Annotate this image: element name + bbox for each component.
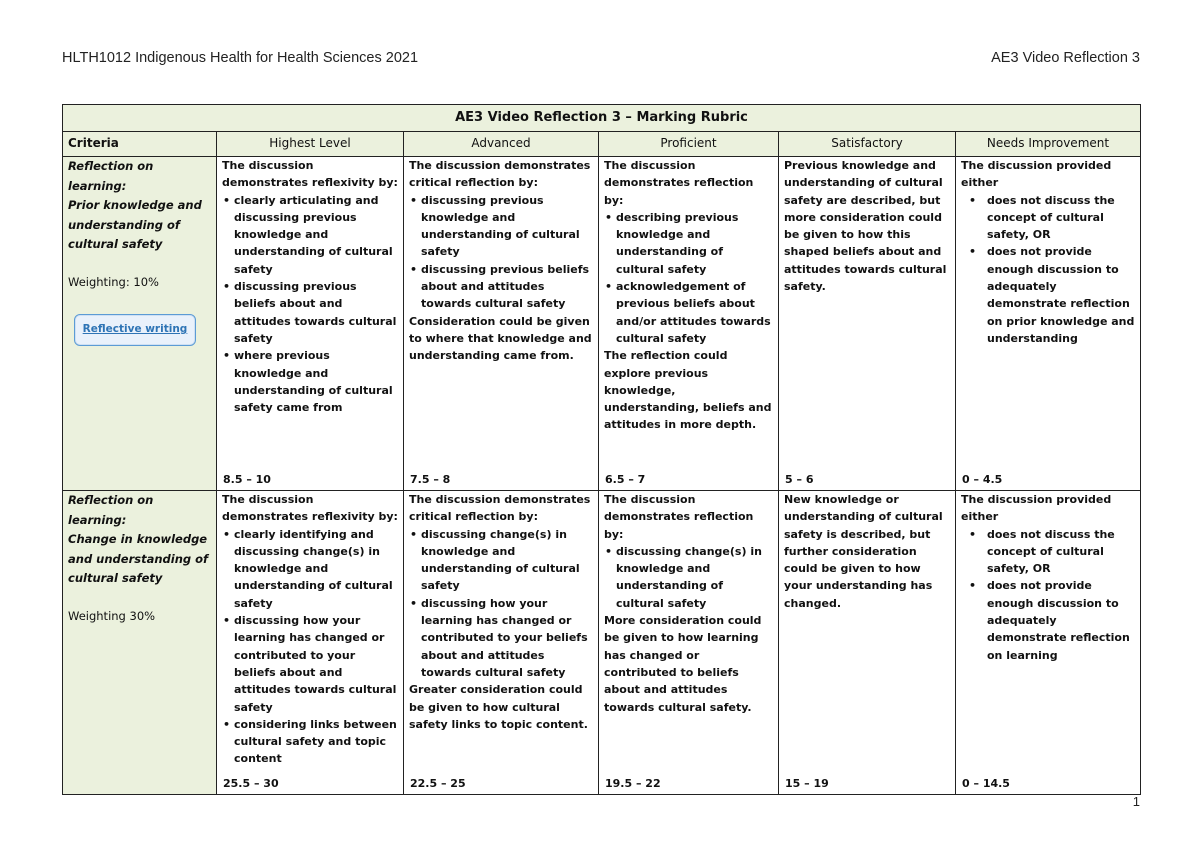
cell-bullet-list [222, 192, 398, 417]
score-range: 8.5 – 10 [223, 472, 271, 486]
column-header-needs-improvement: Needs Improvement [956, 132, 1141, 157]
cell-note: More consideration could be given to how learning has changed or contributed to beliefs about and attitudes towards cultural safety. [604, 614, 762, 714]
score-range: 6.5 – 7 [605, 472, 646, 486]
rubric-row-change-in-knowledge [63, 491, 1141, 795]
cell-bullet: • considering links between cultural safety and topic content [222, 716, 398, 768]
proficient-cell [599, 491, 779, 795]
score-range: 15 – 19 [785, 776, 829, 790]
cell-bullet: • discussing previous beliefs about and attitudes towards cultural safety [409, 261, 593, 313]
rubric-row-prior-knowledge [63, 157, 1141, 491]
cell-intro: The discussion demonstrates critical reflection by: [409, 493, 591, 524]
score-range: 0 – 14.5 [962, 776, 1010, 790]
needs-improvement-cell [956, 491, 1141, 795]
highest-level-cell [217, 157, 404, 491]
criteria-line2: Prior knowledge and understanding of cultural safety [68, 198, 202, 251]
cell-text: Previous knowledge and understanding of cultural safety are described, but more consideration could be given to how this shaped beliefs about and attitudes towards cultural safety. [784, 159, 947, 294]
cell-bullet: • discussing how your learning has changed or contributed to your beliefs about and attitudes towards cultural safety [409, 595, 593, 681]
cell-bullet: • clearly identifying and discussing change(s) in knowledge and understanding of cultural safety [222, 526, 398, 612]
cell-bullet-list [961, 526, 1135, 664]
column-header-criteria: Criteria [63, 132, 217, 157]
column-header-satisfactory: Satisfactory [779, 132, 956, 157]
criteria-weighting: Weighting: 10% [68, 274, 159, 289]
proficient-cell [599, 157, 779, 491]
cell-bullet: • where previous knowledge and understanding of cultural safety came from [222, 347, 398, 416]
score-range: 5 – 6 [785, 472, 814, 486]
rubric-title: AE3 Video Reflection 3 – Marking Rubric [63, 105, 1141, 132]
cell-bullet: • discussing previous knowledge and understanding of cultural safety [409, 192, 593, 261]
score-range: 22.5 – 25 [410, 776, 466, 790]
cell-intro: The discussion demonstrates critical reflection by: [409, 159, 591, 190]
cell-intro: The discussion demonstrates reflection by: [604, 493, 754, 541]
criteria-line1: Reflection on learning: [68, 159, 154, 193]
cell-bullet-list [604, 209, 773, 347]
cell-bullet: • does not discuss the concept of cultural safety, OR [961, 526, 1135, 578]
cell-bullet: • does not discuss the concept of cultural safety, OR [961, 192, 1135, 244]
cell-bullet: • discussing previous beliefs about and attitudes towards cultural safety [222, 278, 398, 347]
cell-intro: The discussion provided either [961, 159, 1112, 190]
header-assessment-title: AE3 Video Reflection 3 [991, 50, 1140, 66]
cell-text: New knowledge or understanding of cultural safety is described, but further consideration could be given to how your understanding has changed. [784, 493, 943, 610]
page-number: 1 [1132, 794, 1140, 809]
page-header [62, 50, 1140, 72]
header-course-title: HLTH1012 Indigenous Health for Health Sciences 2021 [62, 50, 419, 66]
marking-rubric-table [62, 104, 1141, 795]
advanced-cell [404, 491, 599, 795]
cell-intro: The discussion provided either [961, 493, 1112, 524]
highest-level-cell [217, 491, 404, 795]
score-range: 25.5 – 30 [223, 776, 279, 790]
cell-bullet: • discussing how your learning has changed or contributed to your beliefs about and attitudes towards cultural safety [222, 612, 398, 716]
column-header-proficient: Proficient [599, 132, 779, 157]
satisfactory-cell [779, 491, 956, 795]
advanced-cell [404, 157, 599, 491]
cell-bullet-list [409, 526, 593, 682]
score-range: 0 – 4.5 [962, 472, 1003, 486]
cell-intro: The discussion demonstrates reflexivity by: [222, 159, 398, 190]
score-range: 19.5 – 22 [605, 776, 661, 790]
criteria-cell [63, 157, 217, 491]
criteria-line2: Change in knowledge and understanding of cultural safety [68, 532, 209, 585]
cell-bullet: • describing previous knowledge and understanding of cultural safety [604, 209, 773, 278]
criteria-cell [63, 491, 217, 795]
cell-bullet-list [409, 192, 593, 313]
cell-intro: The discussion demonstrates reflexivity by: [222, 493, 398, 524]
cell-bullet: • clearly articulating and discussing previous knowledge and understanding of cultural safety [222, 192, 398, 278]
column-header-highest-level: Highest Level [217, 132, 404, 157]
cell-bullet-list [222, 526, 398, 768]
satisfactory-cell [779, 157, 956, 491]
cell-note: Greater consideration could be given to how cultural safety links to topic content. [409, 683, 588, 731]
reflective-writing-link-button[interactable]: Reflective writing [74, 314, 196, 346]
cell-bullet-list [961, 192, 1135, 348]
criteria-weighting: Weighting 30% [68, 608, 156, 623]
cell-bullet: • discussing change(s) in knowledge and understanding of cultural safety [409, 526, 593, 595]
cell-bullet: • acknowledgement of previous beliefs about and/or attitudes towards cultural safety [604, 278, 773, 347]
score-range: 7.5 – 8 [410, 472, 451, 486]
cell-note: Consideration could be given to where that knowledge and understanding came from. [409, 314, 592, 363]
cell-bullet: • does not provide enough discussion to adequately demonstrate reflection on learning [961, 577, 1135, 663]
cell-bullet-list [604, 543, 773, 612]
cell-intro: The discussion demonstrates reflection by: [604, 159, 754, 207]
needs-improvement-cell [956, 157, 1141, 491]
cell-bullet: • does not provide enough discussion to adequately demonstrate reflection on prior knowledge and understanding [961, 243, 1135, 347]
column-header-advanced: Advanced [404, 132, 599, 157]
cell-note: The reflection could explore previous knowledge, understanding, beliefs and attitudes in more depth. [604, 349, 772, 432]
cell-bullet: • discussing change(s) in knowledge and understanding of cultural safety [604, 543, 773, 612]
criteria-line1: Reflection on learning: [68, 493, 154, 527]
